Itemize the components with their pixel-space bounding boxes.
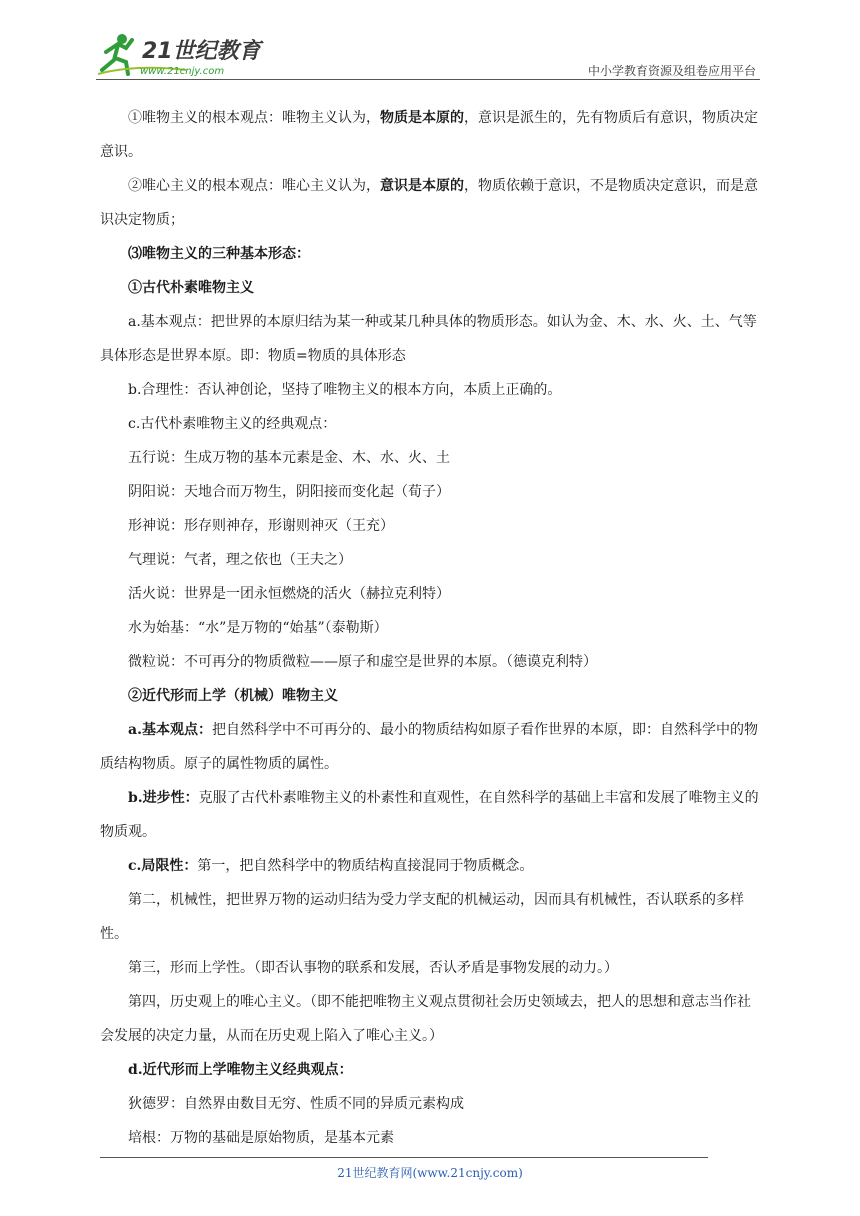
list-item: 活火说：世界是一团永恒燃烧的活火（赫拉克利特） — [128, 586, 450, 602]
list-item: 狄德罗：自然界由数目无穷、性质不同的异质元素构成 — [128, 1096, 464, 1112]
list-item: 微粒说：不可再分的物质微粒——原子和虚空是世界的本原。（德谟克利特） — [128, 654, 597, 670]
paragraph: c.局限性：第一，把自然科学中的物质结构直接混同于物质概念。 — [128, 858, 534, 874]
list-item: 水为始基：“水”是万物的“始基”（泰勒斯） — [128, 620, 388, 636]
paragraph: b.合理性：否认神创论，坚持了唯物主义的根本方向，本质上正确的。 — [128, 382, 562, 398]
paragraph: c.古代朴素唯物主义的经典观点： — [128, 416, 337, 432]
section-heading: ①古代朴素唯物主义 — [128, 280, 254, 296]
logo-url: www.21cnjy.com — [140, 66, 225, 77]
list-item: 五行说：生成万物的基本元素是金、木、水、火、土 — [128, 450, 450, 466]
list-item: 形神说：形存则神存，形谢则神灭（王充） — [128, 518, 394, 534]
paragraph: b.进步性：克服了古代朴素唯物主义的朴素性和直观性，在自然科学的基础上丰富和发展了唯物主义的物质观。 — [100, 790, 759, 840]
page-header — [96, 30, 760, 78]
paragraph: 第三，形而上学性。（即否认事物的联系和发展，否认矛盾是事物发展的动力。） — [128, 960, 618, 976]
list-item: 气理说：气者，理之依也（王夫之） — [128, 552, 352, 568]
list-item: 阴阳说：天地合而万物生，阴阳接而变化起（荀子） — [128, 484, 450, 500]
paragraph: ②唯心主义的根本观点：唯心主义认为，意识是本原的，物质依赖于意识，不是物质决定意识，而是意识决定物质； — [100, 178, 758, 228]
section-heading: d.近代形而上学唯物主义经典观点： — [128, 1062, 353, 1078]
document-body — [100, 101, 764, 1155]
paragraph: a.基本观点：把世界的本原归结为某一种或某几种具体的物质形态。如认为金、木、水、火、土、气等具体形态是世界本原。即：物质=物质的具体形态 — [100, 314, 757, 364]
logo-text: 21世纪教育 — [142, 39, 261, 64]
platform-label: 中小学教育资源及组卷应用平台 — [587, 64, 756, 78]
footer-link[interactable]: 21世纪教育网(www.21cnjy.com) — [337, 1166, 523, 1180]
footer-divider — [100, 1157, 708, 1158]
paragraph: ①唯物主义的根本观点：唯物主义认为，物质是本原的，意识是派生的，先有物质后有意识，物质决定意识。 — [100, 110, 758, 160]
section-heading: ②近代形而上学（机械）唯物主义 — [128, 688, 338, 704]
header-divider — [96, 79, 760, 80]
site-logo — [96, 30, 266, 78]
list-item: 培根：万物的基础是原始物质，是基本元素 — [128, 1130, 394, 1146]
paragraph: 第二，机械性，把世界万物的运动归结为受力学支配的机械运动，因而具有机械性，否认联系的多样性。 — [100, 892, 744, 942]
section-heading: ⑶唯物主义的三种基本形态： — [128, 246, 310, 262]
paragraph: 第四，历史观上的唯心主义。（即不能把唯物主义观点贯彻社会历史领域去，把人的思想和意志当作社会发展的决定力量，从而在历史观上陷入了唯心主义。） — [100, 994, 751, 1044]
paragraph: a.基本观点：把自然科学中不可再分的、最小的物质结构如原子看作世界的本原，即：自然科学中的物质结构物质。原子的属性物质的属性。 — [100, 722, 758, 772]
